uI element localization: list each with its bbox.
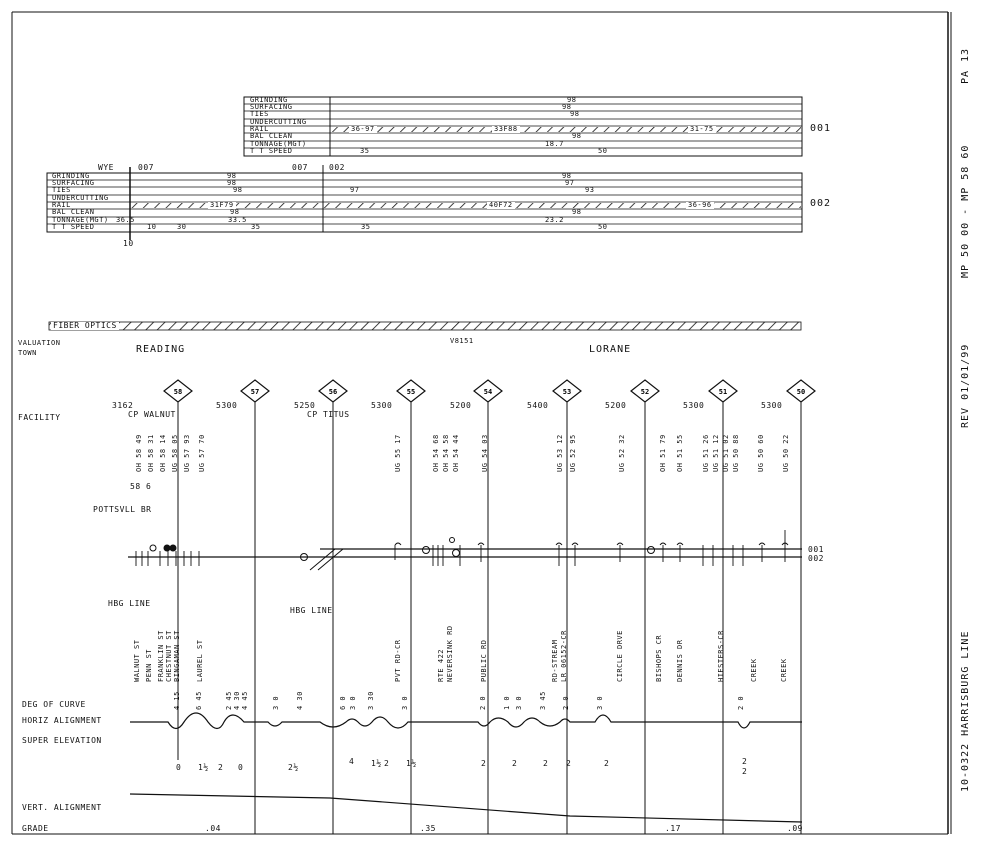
t001-rail-2: 33F88 <box>494 125 518 133</box>
t001-row-ties: TIES <box>250 110 269 118</box>
road-crossing-label: RTE 422 <box>437 648 445 682</box>
t002-spd-3: 35 <box>251 223 261 231</box>
t002-surfacing-2: 97 <box>565 179 575 187</box>
t002-ties-2: 97 <box>350 186 360 194</box>
road-crossing-label: PUBLIC RD <box>480 639 488 682</box>
facility-crossing: UG 50 22 <box>782 434 790 472</box>
curve-degree: 3 30 <box>367 691 375 710</box>
t002-ties-3: 93 <box>585 186 595 194</box>
t002-spd-5: 50 <box>598 223 608 231</box>
curve-degree: 3 0 <box>515 695 523 710</box>
super-elevation-label: SUPER ELEVATION <box>22 736 102 745</box>
t001-rail-3: 31-75 <box>690 125 714 133</box>
track-002-right: 002 <box>808 554 824 563</box>
facility-crossing: UG 51 12 <box>712 434 720 472</box>
facility-label: FACILITY <box>18 413 61 422</box>
t002-ton-2: 33.5 <box>228 216 247 224</box>
facility-code-4: 5300 <box>371 401 393 410</box>
milepost-number: 51 <box>718 388 728 396</box>
road-crossing-label: PENN ST <box>145 648 153 682</box>
state-label: PA <box>960 69 971 84</box>
curve-degree: 3 0 <box>272 695 280 710</box>
super-elevation-value: 1½ <box>198 763 209 772</box>
super-elevation-value: 0 <box>238 763 244 772</box>
facility-crossing: UG 50 60 <box>757 434 765 472</box>
curve-degree: 1 0 <box>503 695 511 710</box>
curve-degree: 2 0 <box>479 695 487 710</box>
t002-row-surfacing: SURFACING <box>52 179 95 187</box>
curve-degree: 4 30 <box>233 691 241 710</box>
curve-degree: 4 15 <box>173 691 181 710</box>
super-elevation-value: 2½ <box>288 763 299 772</box>
super-elevation-value: 2 <box>512 759 518 768</box>
t002-start-mark: 10 <box>123 239 134 248</box>
t001-row-bal-clean: BAL CLEAN <box>250 132 293 140</box>
road-crossing-label: CREEK <box>780 658 788 682</box>
facility-crossing: UG 54 03 <box>481 434 489 472</box>
milepost-number: 50 <box>796 388 806 396</box>
milepost-number: 56 <box>328 388 338 396</box>
t001-surfacing-value: 98 <box>562 103 572 111</box>
curve-degree: 6 45 <box>195 691 203 710</box>
cp-titus: CP TITUS <box>307 410 350 419</box>
facility-crossing: OH 54 58 <box>442 434 450 472</box>
curve-degree: 3 0 <box>596 695 604 710</box>
curve-degree: 3 0 <box>349 695 357 710</box>
milepost-number: 57 <box>250 388 260 396</box>
road-crossing-label: DENNIS DR <box>676 639 684 682</box>
milepost-number: 52 <box>640 388 650 396</box>
curve-degree: 6 0 <box>339 695 347 710</box>
t002-track-label: 002 <box>810 198 832 209</box>
town-reading: READING <box>136 344 186 355</box>
road-crossing-label: HIESTERS-CR <box>717 630 725 682</box>
super-elevation-value: 2 <box>543 759 549 768</box>
facility-code-2: 5300 <box>216 401 238 410</box>
facility-crossing: OH 54 68 <box>432 434 440 472</box>
v-code: V8151 <box>450 337 474 345</box>
road-crossing-label: CREEK <box>750 658 758 682</box>
hbg-line-1: HBG LINE <box>108 599 151 608</box>
valuation-label: VALUATION <box>18 339 61 347</box>
facility-crossing: UG 50 88 <box>732 434 740 472</box>
facility-crossing: UG 51 02 <box>722 434 730 472</box>
facility-code-5: 5200 <box>450 401 472 410</box>
fiber-optics-label: FIBER OPTICS <box>53 321 117 330</box>
curve-degree: 2 0 <box>737 695 745 710</box>
facility-crossing: OH 51 79 <box>659 434 667 472</box>
t002-surfacing-1: 98 <box>227 179 237 187</box>
t001-row-surfacing: SURFACING <box>250 103 293 111</box>
facility-crossing: UG 52 32 <box>618 434 626 472</box>
mp-58-6: 58 6 <box>130 482 152 491</box>
facility-crossing: UG 58 05 <box>171 434 179 472</box>
super-elevation-value: 2 <box>742 767 748 776</box>
track-001-right: 001 <box>808 545 824 554</box>
super-elevation-value: 0 <box>176 763 182 772</box>
t002-spd-2: 30 <box>177 223 187 231</box>
road-crossing-label: RD-STREAM <box>551 639 559 682</box>
t002-header-007b: 007 <box>292 163 308 172</box>
milepost-number: 55 <box>406 388 416 396</box>
facility-crossing: UG 51 26 <box>702 434 710 472</box>
t002-row-tonnage: TONNAGE(MGT) <box>52 216 109 224</box>
t002-spd-1: 10 <box>147 223 157 231</box>
milepost-number: 53 <box>562 388 572 396</box>
road-crossing-label: PVT RD-CR <box>394 639 402 682</box>
t002-grinding-2: 98 <box>562 172 572 180</box>
grade-4: .09 <box>787 824 803 833</box>
super-elevation-value: 2 <box>384 759 390 768</box>
sheet-number: 13 <box>960 47 971 62</box>
t001-speed-2: 50 <box>598 147 608 155</box>
facility-crossing: OH 51 55 <box>676 434 684 472</box>
t002-bal-1: 98 <box>230 208 240 216</box>
t002-header-002: 002 <box>329 163 345 172</box>
facility-crossing: OH 58 49 <box>135 434 143 472</box>
t002-row-grinding: GRINDING <box>52 172 90 180</box>
t002-row-bal-clean: BAL CLEAN <box>52 208 95 216</box>
t001-tonnage-value: 18.7 <box>545 140 564 148</box>
grade-3: .17 <box>665 824 681 833</box>
curve-degree: 3 45 <box>539 691 547 710</box>
t002-bal-2: 98 <box>572 208 582 216</box>
deg-of-curve-label: DEG OF CURVE <box>22 700 86 709</box>
t002-row-undercutting: UNDERCUTTING <box>52 194 109 202</box>
cp-walnut: CP WALNUT <box>128 410 176 419</box>
t002-spd-4: 35 <box>361 223 371 231</box>
t001-row-grinding: GRINDING <box>250 96 288 104</box>
revision-date: REV 01/01/99 <box>960 343 971 428</box>
t002-row-rail: RAIL <box>52 201 71 209</box>
milepost-number: 54 <box>483 388 493 396</box>
horiz-alignment-label: HORIZ ALIGNMENT <box>22 716 102 725</box>
road-crossing-label: NEVERSINK RD <box>446 625 454 682</box>
road-crossing-label: FRANKLIN ST <box>157 630 165 682</box>
facility-code-1: 3162 <box>112 401 134 410</box>
road-crossing-label: BISHOPS CR <box>655 634 663 682</box>
t002-rail-2: 40F72 <box>489 201 513 209</box>
facility-crossing: OH 58 14 <box>159 434 167 472</box>
t001-row-tonnage: TONNAGE(MGT) <box>250 140 307 148</box>
curve-degree: 4 30 <box>296 691 304 710</box>
road-crossing-label: CHESTNUT ST <box>165 630 173 682</box>
t002-ties-1: 98 <box>233 186 243 194</box>
facility-code-9: 5300 <box>761 401 783 410</box>
t001-ties-value: 98 <box>570 110 580 118</box>
grade-2: .35 <box>420 824 436 833</box>
t001-row-undercutting: UNDERCUTTING <box>250 118 307 126</box>
super-elevation-value: 2 <box>481 759 487 768</box>
t001-grinding-value: 98 <box>567 96 577 104</box>
facility-code-3: 5250 <box>294 401 316 410</box>
road-crossing-label: BINGAMAN ST <box>173 630 181 682</box>
facility-crossing: OH 58 31 <box>147 434 155 472</box>
super-elevation-value: 1½ <box>371 759 382 768</box>
vert-alignment-label: VERT. ALIGNMENT <box>22 803 102 812</box>
road-crossing-label: LR 06152-CR <box>560 630 568 682</box>
t002-row-ties: TIES <box>52 186 71 194</box>
facility-code-7: 5200 <box>605 401 627 410</box>
t001-row-speed: T T SPEED <box>250 147 293 155</box>
mp-range: MP 50 00 - MP 58 60 <box>960 144 971 278</box>
curve-degree: 2 0 <box>562 695 570 710</box>
line-title: 10-0322 HARRISBURG LINE <box>960 630 971 792</box>
t002-ton-3: 23.2 <box>545 216 564 224</box>
t001-row-rail: RAIL <box>250 125 269 133</box>
town-lorane: LORANE <box>589 344 632 355</box>
super-elevation-value: 1½ <box>406 759 417 768</box>
facility-crossing: OH 54 44 <box>452 434 460 472</box>
t002-header-007a: 007 <box>138 163 154 172</box>
facility-crossing: UG 55 17 <box>394 434 402 472</box>
super-elevation-value: 2 <box>742 757 748 766</box>
t001-track-label: 001 <box>810 123 832 134</box>
facility-code-6: 5400 <box>527 401 549 410</box>
milepost-number: 58 <box>173 388 183 396</box>
road-crossing-label: LAUREL ST <box>196 639 204 682</box>
pottsvll-branch: POTTSVLL BR <box>93 505 152 514</box>
curve-degree: 3 0 <box>401 695 409 710</box>
grade-1: .04 <box>205 824 221 833</box>
super-elevation-value: 2 <box>604 759 610 768</box>
facility-crossing: UG 57 70 <box>198 434 206 472</box>
super-elevation-value: 2 <box>218 763 224 772</box>
facility-code-8: 5300 <box>683 401 705 410</box>
facility-crossing: UG 52 95 <box>569 434 577 472</box>
t002-rail-1: 31F79 <box>210 201 234 209</box>
facility-crossing: UG 57 93 <box>183 434 191 472</box>
grade-label: GRADE <box>22 824 49 833</box>
t002-ton-1: 36.5 <box>116 216 135 224</box>
t001-rail-1: 36-97 <box>351 125 375 133</box>
curve-degree: 4 45 <box>241 691 249 710</box>
t002-rail-3: 36-96 <box>688 201 712 209</box>
road-crossing-label: CIRCLE DRVE <box>616 630 624 682</box>
t001-bal-value: 98 <box>572 132 582 140</box>
t001-speed-1: 35 <box>360 147 370 155</box>
facility-crossing: UG 53 12 <box>556 434 564 472</box>
road-crossing-label: WALNUT ST <box>133 639 141 682</box>
town-label: TOWN <box>18 349 37 357</box>
t002-row-speed: T T SPEED <box>52 223 95 231</box>
super-elevation-value: 2 <box>566 759 572 768</box>
t002-grinding-1: 98 <box>227 172 237 180</box>
t002-wye: WYE <box>98 163 114 172</box>
super-elevation-value: 4 <box>349 757 355 766</box>
hbg-line-2: HBG LINE <box>290 606 333 615</box>
curve-degree: 2 45 <box>225 691 233 710</box>
